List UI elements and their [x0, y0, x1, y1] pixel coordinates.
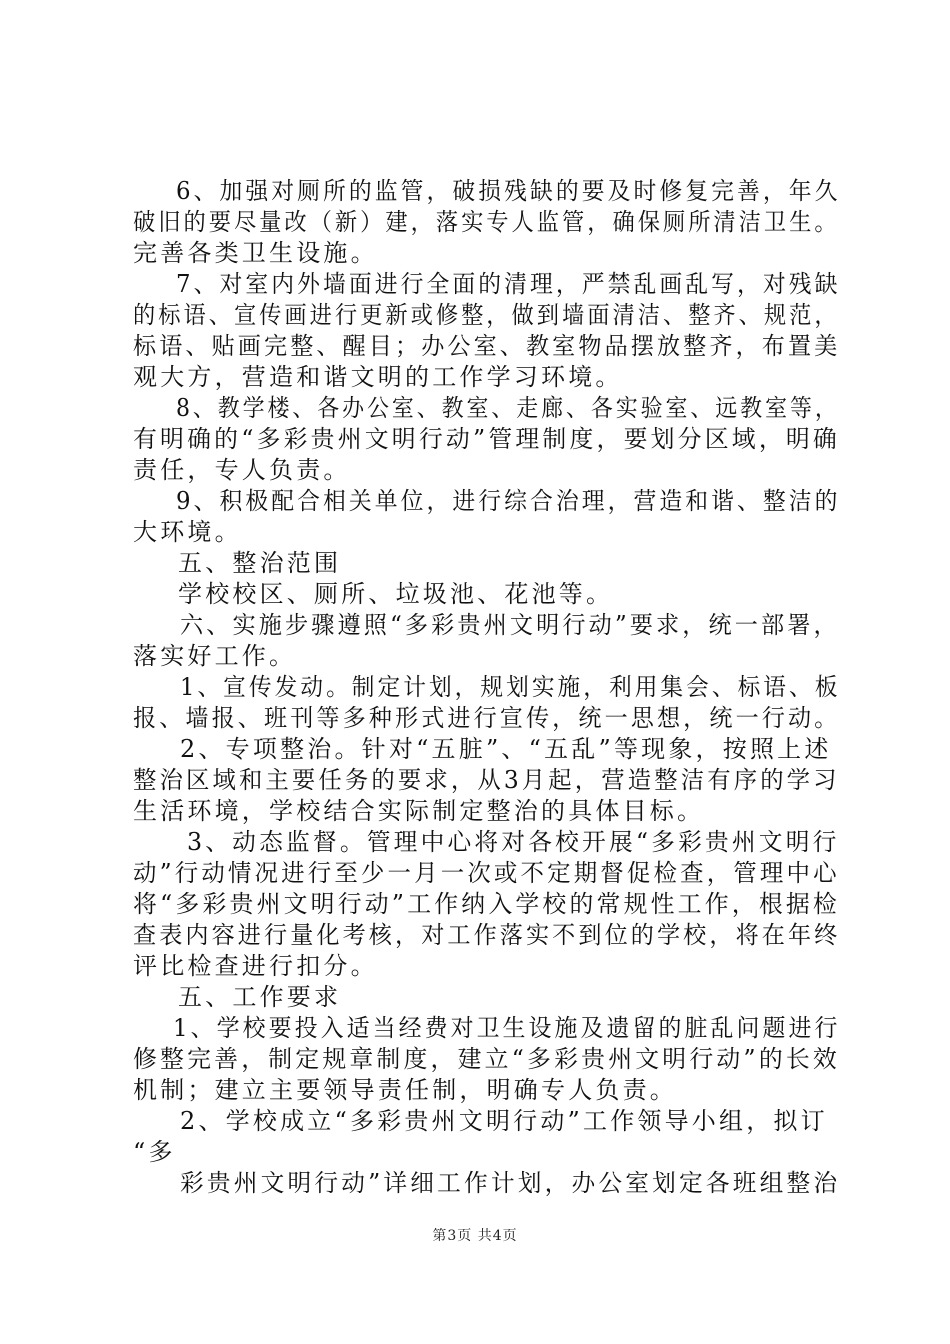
text-line: 有明确的“多彩贵州文明行动”管理制度，要划分区域，明确	[133, 425, 840, 453]
text-line: 7、对室内外墙面进行全面的清理，严禁乱画乱写，对残缺	[176, 270, 841, 298]
text-line: 整治区域和主要任务的要求，从3月起，营造整洁有序的学习	[133, 766, 840, 794]
text-line: 责任，专人负责。	[133, 456, 351, 484]
text-line: 观大方，营造和谐文明的工作学习环境。	[133, 363, 623, 391]
text-line: 动”行动情况进行至少一月一次或不定期督促检查，管理中心	[133, 859, 840, 887]
text-line: 修整完善，制定规章制度，建立“多彩贵州文明行动”的长效	[133, 1045, 840, 1073]
text-line: 8、教学楼、各办公室、教室、走廊、各实验室、远教室等，	[176, 394, 840, 422]
text-line: 报、墙报、班刊等多种形式进行宣传，统一思想，统一行动。	[133, 704, 841, 732]
text-line: 将“多彩贵州文明行动”工作纳入学校的常规性工作，根据检	[133, 890, 840, 918]
text-line: 落实好工作。	[133, 642, 297, 670]
text-line: 生活环境，学校结合实际制定整治的具体目标。	[133, 797, 705, 825]
section-heading: 五、整治范围	[178, 549, 342, 577]
text-line: 彩贵州文明行动”详细工作计划，办公室划定各班组整治	[180, 1169, 841, 1197]
text-line: 1、学校要投入适当经费对卫生设施及遗留的脏乱问题进行	[173, 1014, 841, 1042]
text-line: 完善各类卫生设施。	[133, 239, 378, 267]
page-number-footer: 第3页 共4页	[432, 1228, 518, 1244]
text-line: 六、实施步骤遵照“多彩贵州文明行动”要求，统一部署，	[180, 611, 840, 639]
text-line: 6、加强对厕所的监管，破损残缺的要及时修复完善，年久	[176, 177, 841, 205]
text-line: 大环境。	[133, 518, 242, 546]
text-line: 标语、贴画完整、醒目；办公室、教室物品摆放整齐，布置美	[133, 332, 841, 360]
text-line: 1、宣传发动。制定计划，规划实施，利用集会、标语、板	[180, 673, 841, 701]
text-line: 2、专项整治。针对“五脏”、“五乱”等现象，按照上述	[180, 735, 832, 763]
text-line: 学校校区、厕所、垃圾池、花池等。	[178, 580, 614, 608]
text-line: 机制；建立主要领导责任制，明确专人负责。	[133, 1076, 677, 1104]
text-line: 破旧的要尽量改（新）建，落实专人监管，确保厕所清洁卫生。	[133, 208, 840, 236]
text-line: “多	[133, 1138, 176, 1166]
section-heading: 五、工作要求	[178, 983, 342, 1011]
text-line: 的标语、宣传画进行更新或修整，做到墙面清洁、整齐、规范，	[133, 301, 840, 329]
text-line: 9、积极配合相关单位，进行综合治理，营造和谐、整洁的	[176, 487, 841, 515]
text-line: 3、动态监督。管理中心将对各校开展“多彩贵州文明行	[187, 828, 840, 856]
text-line: 查表内容进行量化考核，对工作落实不到位的学校，将在年终	[133, 921, 841, 949]
text-line: 2、学校成立“多彩贵州文明行动”工作领导小组，拟订	[180, 1107, 828, 1135]
text-line: 评比检查进行扣分。	[133, 952, 378, 980]
